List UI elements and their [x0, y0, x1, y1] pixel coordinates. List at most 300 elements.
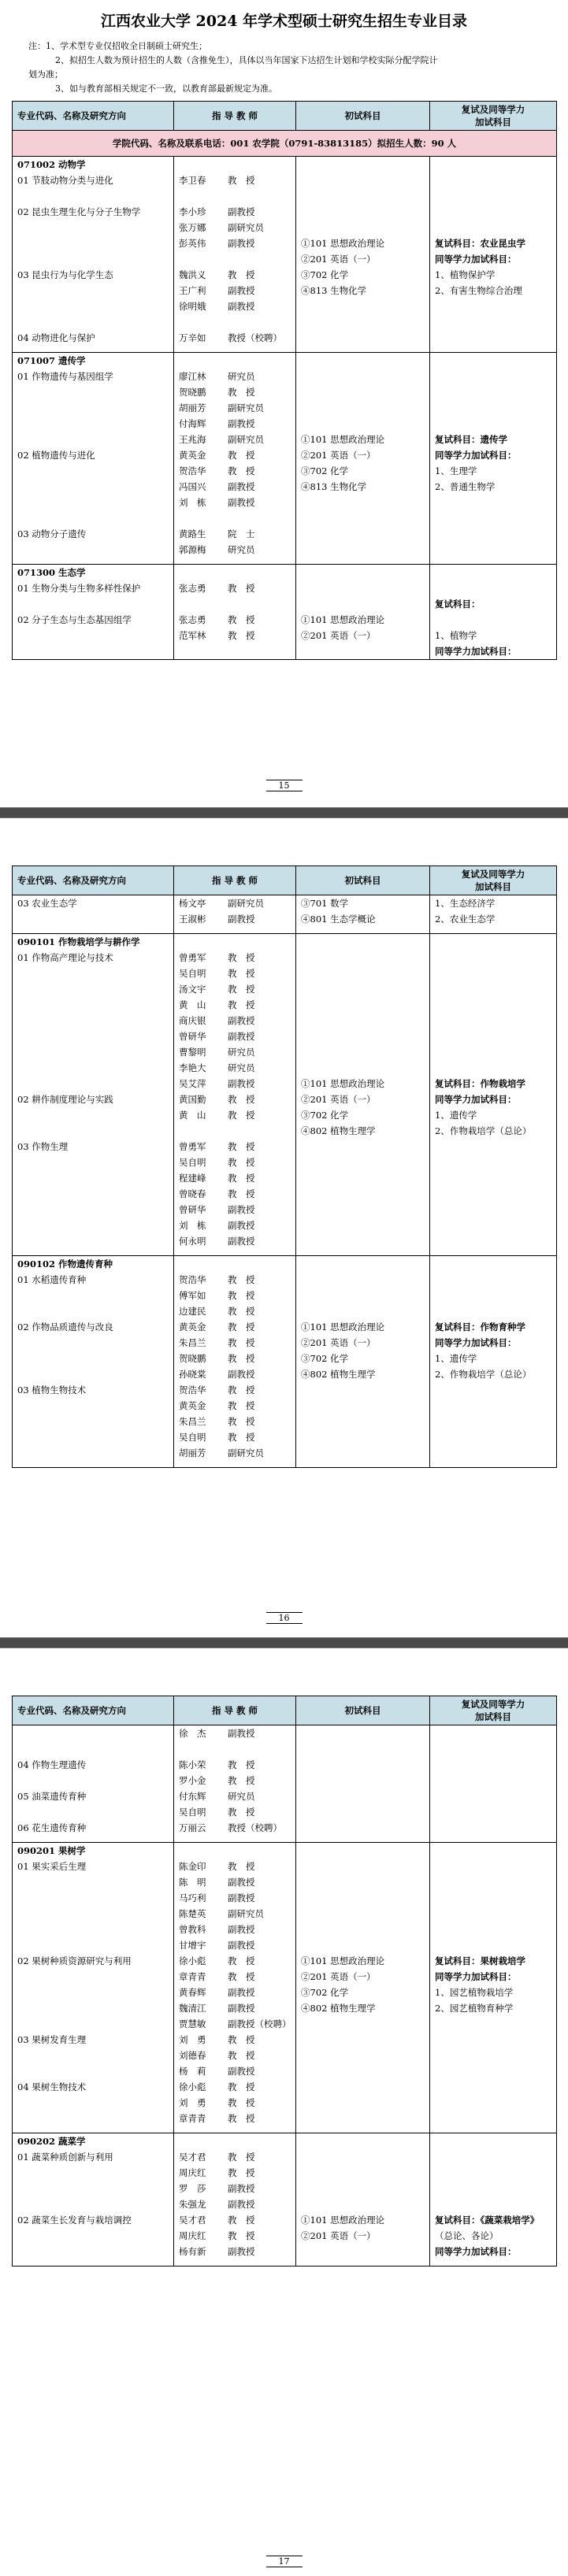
- header-retest-line-1: 复试及同等学力: [461, 869, 525, 880]
- retest-item: 复试科目：作物育种学: [435, 1321, 525, 1332]
- tutor-title: 教 授: [228, 1759, 255, 1770]
- exam-subject: ②201 英语（一）: [301, 2230, 376, 2241]
- tutor-entry: [179, 251, 291, 267]
- research-direction: [17, 1969, 169, 1985]
- tutor-name: 章青青: [179, 1971, 206, 1982]
- tutor-entry: [179, 1139, 291, 1155]
- exam-subject: ①101 思想政治理论: [301, 1955, 385, 1966]
- exam-subject: ③701 数学: [301, 898, 349, 909]
- spacer: [435, 1044, 551, 1060]
- page-number: 15: [0, 778, 568, 794]
- retest-subjects: [430, 1725, 557, 1843]
- tutor-title: 副教授: [228, 2183, 255, 2194]
- tutor-entry: [179, 1398, 291, 1414]
- tutor-name: 黄 山: [179, 999, 206, 1010]
- tutor-title: 教 授: [228, 1807, 255, 1818]
- spacer: [301, 997, 425, 1013]
- research-direction: [17, 1985, 169, 2000]
- spacer: [435, 416, 551, 432]
- tutor-title: 教 授: [228, 465, 255, 476]
- tutor-entry: [179, 1076, 291, 1092]
- tutor-title: 副教授: [228, 1236, 255, 1247]
- retest-item: 1、遗传学: [435, 1110, 477, 1121]
- spacer: [301, 1303, 425, 1319]
- tutor-title: 副教授: [228, 1940, 255, 1951]
- research-direction: [17, 463, 169, 479]
- spacer: [301, 369, 425, 384]
- tutor-name: 汤文宇: [179, 984, 206, 995]
- tutor-entry: [179, 1123, 291, 1139]
- major-block: [13, 2133, 557, 2267]
- spacer: [435, 1843, 551, 1859]
- spacer: [301, 2149, 425, 2165]
- research-direction: [17, 1773, 169, 1788]
- header-exam: 初试科目: [296, 102, 430, 131]
- spacer: [435, 966, 551, 981]
- exam-subject: ④813 生物化学: [301, 481, 367, 492]
- tutor-entry: [179, 1303, 291, 1319]
- tutor-title: 副教授: [228, 1924, 255, 1935]
- tutor-entry: [179, 2196, 291, 2212]
- tutor-title: 教 授: [228, 2230, 255, 2241]
- tutor-name: 杨有新: [179, 2246, 206, 2257]
- tutor-entry: [179, 2095, 291, 2111]
- tutor-name: 万丽云: [179, 1822, 206, 1833]
- tutor-name: 吴艾萍: [179, 1078, 206, 1089]
- research-direction: 02 果树种质资源研究与利用: [17, 1955, 132, 1966]
- retest-item: [435, 612, 551, 628]
- research-direction: [17, 1874, 169, 1890]
- research-direction: 03 作物生理: [17, 1141, 69, 1152]
- tutor-title: 院 士: [228, 528, 255, 539]
- tutor-entry: [179, 2079, 291, 2095]
- retest-item: 复试科目：遗传学: [435, 434, 507, 445]
- spacer: [435, 1906, 551, 1922]
- major-directions: [13, 934, 174, 1256]
- college-info: 学院代码、名称及联系电话：001 农学院（0791-83813185）拟招生人数：90 人: [13, 131, 557, 157]
- major-directions: [13, 1256, 174, 1468]
- major-directions: [13, 1843, 174, 2133]
- tutor-entry: [179, 1366, 291, 1382]
- tutor-name: 王广利: [179, 285, 206, 296]
- tutor-name: 章青青: [179, 2113, 206, 2124]
- spacer: [435, 981, 551, 997]
- exam-subject: ③702 化学: [301, 1987, 349, 1998]
- tutor-entry: [179, 1272, 291, 1288]
- spacer: [301, 2196, 425, 2212]
- research-direction: [17, 1906, 169, 1922]
- major-block: [13, 1843, 557, 2133]
- tutor-entry: [179, 172, 291, 188]
- research-direction: [17, 1922, 169, 1937]
- tutor-title: 副教授: [228, 1031, 255, 1042]
- tutor-name: 甘增宇: [179, 1940, 206, 1951]
- spacer: [17, 1836, 169, 1842]
- tutor-name: 陈小荣: [179, 1759, 206, 1770]
- tutor-name: 魏洪义: [179, 269, 206, 280]
- tutor-name: 范军林: [179, 630, 206, 641]
- tutor-title: 教 授: [228, 952, 255, 963]
- retest-item: 复试科目：作物栽培学: [435, 1078, 525, 1089]
- research-direction: 03 果树发育生理: [17, 2034, 87, 2045]
- tutor-title: 教 授: [228, 1290, 255, 1301]
- tutor-title: 副教授: [228, 1204, 255, 1215]
- tutor-entry: [179, 2133, 291, 2149]
- research-direction: [17, 2095, 169, 2111]
- tutor-name: 黄英金: [179, 1400, 206, 1411]
- tutor-name: 黄英金: [179, 1321, 206, 1332]
- header-major: 专业代码、名称及研究方向: [13, 1696, 174, 1725]
- retest-item: 同等学力加试科目：: [435, 1337, 517, 1348]
- research-direction: [17, 1060, 169, 1076]
- tutor-entry: [179, 1092, 291, 1107]
- tutors: [174, 353, 296, 565]
- tutor-name: 付东辉: [179, 1791, 206, 1802]
- tutor-name: 吴自明: [179, 968, 206, 979]
- research-direction: [17, 1013, 169, 1029]
- spacer: [435, 172, 551, 188]
- tutor-title: 教 授: [228, 450, 255, 461]
- spacer: [301, 1013, 425, 1029]
- college-row: [13, 131, 557, 157]
- research-direction: [17, 2196, 169, 2212]
- research-direction: [17, 1725, 169, 1741]
- tutor-entry: [179, 235, 291, 251]
- tutor-name: 李艳大: [179, 1062, 206, 1073]
- retest-subjects: [430, 895, 557, 934]
- research-direction: [17, 966, 169, 981]
- tutor-name: 徐 杰: [179, 1728, 206, 1739]
- spacer: [435, 157, 551, 172]
- tutor-title: 研究员: [228, 1791, 255, 1802]
- tutor-entry: [179, 1060, 291, 1076]
- tutor-title: 副研究员: [228, 898, 264, 909]
- page-17: [0, 1648, 568, 2576]
- spacer: [301, 596, 425, 612]
- tutor-entry: [179, 596, 291, 612]
- spacer: [435, 220, 551, 235]
- tutor-entry: [179, 1445, 291, 1461]
- exam-subject: ②201 英语（一）: [301, 1337, 376, 1348]
- research-direction: [17, 1186, 169, 1202]
- tutor-entry: [179, 220, 291, 235]
- tutor-name: 朱昌兰: [179, 1337, 206, 1348]
- tutor-title: 副研究员: [228, 434, 264, 445]
- retest-item: 同等学力加试科目：: [435, 254, 517, 265]
- major-block: [13, 895, 557, 934]
- header-retest-line-2: 加试科目: [475, 1711, 511, 1722]
- major-title: 071007 遗传学: [17, 355, 86, 366]
- tutor-name: 吴才君: [179, 2152, 206, 2163]
- spacer: [301, 1029, 425, 1044]
- tutor-entry: [179, 1155, 291, 1170]
- retest-subjects: [430, 934, 557, 1256]
- tutor-entry: [179, 2149, 291, 2165]
- tutor-title: 研究员: [228, 1062, 255, 1073]
- spacer: [301, 220, 425, 235]
- tutor-name: 徐小彪: [179, 2081, 206, 2092]
- tutors: [174, 1843, 296, 2133]
- tutor-entry: [179, 565, 291, 580]
- retest-item: 2、作物栽培学（总论）: [435, 1125, 532, 1136]
- tutor-name: 朱强龙: [179, 2199, 206, 2210]
- tutor-title: 教 授: [228, 984, 255, 995]
- spacer: [435, 1890, 551, 1906]
- exam-subjects: [296, 895, 430, 934]
- research-direction: 03 农业生态学: [17, 898, 77, 909]
- tutor-entry: [179, 1429, 291, 1445]
- spacer: [17, 1249, 169, 1255]
- header-retest-line-2: 加试科目: [475, 881, 511, 892]
- spacer: [435, 1859, 551, 1874]
- spacer: [301, 580, 425, 596]
- note-2-cont: 划为准；: [28, 69, 63, 80]
- tutor-entry: [179, 1804, 291, 1820]
- tutor-entry: [179, 1202, 291, 1218]
- exam-subject: ②201 英语（一）: [301, 450, 376, 461]
- tutor-name: 黄路生: [179, 528, 206, 539]
- spacer: [435, 1060, 551, 1076]
- retest-item: 1、园艺植物栽培学: [435, 1987, 514, 1998]
- catalog-table: [12, 865, 557, 1468]
- header-retest-line-2: 加试科目: [475, 117, 511, 128]
- spacer: [435, 580, 551, 596]
- tutor-title: 教 授: [228, 1861, 255, 1872]
- tutor-title: 副教授: [228, 1369, 255, 1380]
- spacer: [301, 1060, 425, 1076]
- research-direction: [17, 1445, 169, 1461]
- spacer: [301, 1906, 425, 1922]
- tutor-title: 教 授: [228, 2113, 255, 2124]
- research-direction: [17, 416, 169, 432]
- tutor-entry: [179, 1773, 291, 1788]
- tutor-title: 教 授: [228, 1337, 255, 1348]
- research-direction: 05 油菜遗传育种: [17, 1791, 87, 1802]
- tutor-entry: [179, 526, 291, 542]
- research-direction: 01 生物分类与生物多样性保护: [17, 583, 141, 594]
- tutor-title: 副教授: [228, 238, 255, 249]
- exam-subject: ①101 思想政治理论: [301, 1321, 385, 1332]
- tutor-entry: [179, 1953, 291, 1969]
- exam-subject: ③702 化学: [301, 269, 349, 280]
- spacer: [435, 950, 551, 966]
- major-title: 071300 生态学: [17, 567, 86, 578]
- tutor-name: 彭英伟: [179, 238, 206, 249]
- major-directions: [13, 895, 174, 934]
- exam-subject: ①101 思想政治理论: [301, 1078, 385, 1089]
- tutor-entry: [179, 934, 291, 950]
- tutor-entry: [179, 495, 291, 510]
- tutor-entry: [179, 1969, 291, 1985]
- major-directions: [13, 1725, 174, 1843]
- major-block: [13, 934, 557, 1256]
- tutor-name: 张万娜: [179, 222, 206, 233]
- tutor-name: 商庆银: [179, 1015, 206, 1026]
- spacer: [301, 934, 425, 950]
- exam-subject: ③702 化学: [301, 1110, 349, 1121]
- tutor-name: 贺浩华: [179, 1384, 206, 1395]
- spacer: [435, 2181, 551, 2196]
- exam-subjects: [296, 353, 430, 565]
- tutor-entry: [179, 1757, 291, 1773]
- research-direction: [17, 2111, 169, 2126]
- tutor-name: 曾研华: [179, 1204, 206, 1215]
- retest-item: 复试科目：农业昆虫学: [435, 238, 525, 249]
- retest-item: 1、植物学: [435, 630, 477, 641]
- spacer: [301, 565, 425, 580]
- tutor-entry: [179, 2000, 291, 2016]
- research-direction: [17, 432, 169, 447]
- tutor-title: 教 授: [228, 1306, 255, 1317]
- tutor-title: 教 授: [228, 1353, 255, 1364]
- tutor-title: 副教授: [228, 1892, 255, 1903]
- spacer: [301, 1922, 425, 1937]
- research-direction: [17, 596, 169, 612]
- tutor-name: 王淑彬: [179, 914, 206, 925]
- tutor-title: 研究员: [228, 1047, 255, 1058]
- tutor-entry: [179, 416, 291, 432]
- tutor-title: 副教授: [228, 2066, 255, 2077]
- research-direction: [17, 1155, 169, 1170]
- spacer: [17, 643, 169, 650]
- tutor-name: 曾勇军: [179, 952, 206, 963]
- tutors: [174, 157, 296, 353]
- tutor-name: 周庆红: [179, 2230, 206, 2241]
- tutor-name: 贺浩华: [179, 465, 206, 476]
- tutor-name: 付海辉: [179, 418, 206, 429]
- tutor-entry: [179, 1414, 291, 1429]
- spacer: [301, 1288, 425, 1303]
- spacer: [301, 966, 425, 981]
- tutor-entry: [179, 314, 291, 330]
- tutor-entry: [179, 267, 291, 283]
- spacer: [435, 1029, 551, 1044]
- document-title: 江西农业大学 2024 年学术型硕士研究生招生专业目录: [100, 13, 468, 30]
- tutor-entry: [179, 1233, 291, 1249]
- tutor-entry: [179, 432, 291, 447]
- research-direction: 02 作物品质遗传与改良: [17, 1321, 113, 1332]
- tutor-name: 魏清江: [179, 2003, 206, 2014]
- tutor-entry: [179, 911, 291, 927]
- tutor-entry: [179, 1859, 291, 1874]
- tutor-name: 吴自明: [179, 1157, 206, 1168]
- tutor-name: 曾晓春: [179, 1188, 206, 1199]
- research-direction: 01 果实采后生理: [17, 1861, 87, 1872]
- research-direction: [17, 510, 169, 526]
- tutor-entry: [179, 463, 291, 479]
- tutor-entry: [179, 2244, 291, 2259]
- research-direction: [17, 251, 169, 267]
- retest-subjects: [430, 1256, 557, 1468]
- tutor-name: 冯国兴: [179, 481, 206, 492]
- spacer: [435, 1013, 551, 1029]
- research-direction: [17, 1335, 169, 1351]
- research-direction: 01 作物遗传与基因组学: [17, 371, 113, 382]
- tutor-title: 教 授: [228, 387, 255, 398]
- tutor-title: 教 授: [228, 2152, 255, 2163]
- exam-subject: ④802 植物生理学: [301, 1369, 376, 1380]
- tutor-name: 胡丽芳: [179, 402, 206, 413]
- tutor-name: 边建民: [179, 1306, 206, 1317]
- tutor-entry: [179, 895, 291, 911]
- major-title: 071002 动物学: [17, 159, 86, 170]
- spacer: [301, 157, 425, 172]
- spacer: [435, 369, 551, 384]
- tutor-entry: [179, 479, 291, 495]
- tutor-name: 朱昌兰: [179, 1416, 206, 1427]
- tutor-name: 马巧利: [179, 1892, 206, 1903]
- exam-subjects: [296, 157, 430, 353]
- retest-subjects: [430, 565, 557, 660]
- retest-item: 2、普通生物学: [435, 481, 496, 492]
- tutors: [174, 2133, 296, 2267]
- tutor-title: 教 授: [228, 1416, 255, 1427]
- spacer: [435, 1922, 551, 1937]
- research-direction: 02 植物遗传与进化: [17, 450, 95, 461]
- tutor-name: 张志勇: [179, 614, 206, 625]
- note-1: 注：1、学术型专业仅招收全日制硕士研究生；: [28, 41, 207, 51]
- header-retest-line-1: 复试及同等学力: [461, 1699, 525, 1710]
- tutor-entry: [179, 204, 291, 220]
- retest-item: 2、作物栽培学（总论）: [435, 1369, 532, 1380]
- tutor-title: 教 授: [228, 1384, 255, 1395]
- spacer: [435, 1937, 551, 1953]
- tutor-name: 孙晓棠: [179, 1369, 206, 1380]
- catalog-table: [12, 1696, 557, 2267]
- spacer: [435, 1272, 551, 1288]
- tutor-entry: [179, 157, 291, 172]
- tutor-title: 研究员: [228, 371, 255, 382]
- exam-subject: ①101 思想政治理论: [301, 614, 385, 625]
- tutor-title: 教 授: [228, 1971, 255, 1982]
- tutor-name: 罗 莎: [179, 2183, 206, 2194]
- tutor-title: 教 授: [228, 1274, 255, 1285]
- tutor-title: 副教授: [228, 301, 255, 312]
- tutor-title: 教 授: [228, 2167, 255, 2178]
- spacer: [301, 1256, 425, 1272]
- tutor-name: 徐明娥: [179, 301, 206, 312]
- tutor-title: 副教授: [228, 914, 255, 925]
- exam-subject: ④801 生态学概论: [301, 914, 376, 925]
- major-block: [13, 1725, 557, 1843]
- tutor-title: 教 授: [228, 2050, 255, 2061]
- research-direction: [17, 495, 169, 510]
- spacer: [301, 400, 425, 416]
- research-direction: [17, 1366, 169, 1382]
- tutor-title: 教 授: [228, 1955, 255, 1966]
- tutor-name: 万辛如: [179, 332, 206, 343]
- tutors: [174, 1725, 296, 1843]
- spacer: [435, 1874, 551, 1890]
- research-direction: [17, 1804, 169, 1820]
- tutor-name: 陈 明: [179, 1877, 206, 1888]
- retest-item: 同等学力加试科目：: [435, 2246, 517, 2257]
- retest-item: 复试科目：: [435, 599, 481, 610]
- tutor-entry: [179, 1186, 291, 1202]
- exam-subject: ④813 生物化学: [301, 285, 367, 296]
- tutor-name: 贺浩华: [179, 1274, 206, 1285]
- research-direction: [17, 1303, 169, 1319]
- header-major: 专业代码、名称及研究方向: [13, 102, 174, 131]
- tutor-title: 副教授: [228, 206, 255, 217]
- tutor-title: 副教授: [228, 1220, 255, 1231]
- tutor-entry: [179, 188, 291, 204]
- research-direction: [17, 188, 169, 204]
- spacer: [435, 353, 551, 369]
- exam-subject: ②201 英语（一）: [301, 1971, 376, 1982]
- research-direction: [17, 2244, 169, 2259]
- tutor-entry: [179, 2165, 291, 2181]
